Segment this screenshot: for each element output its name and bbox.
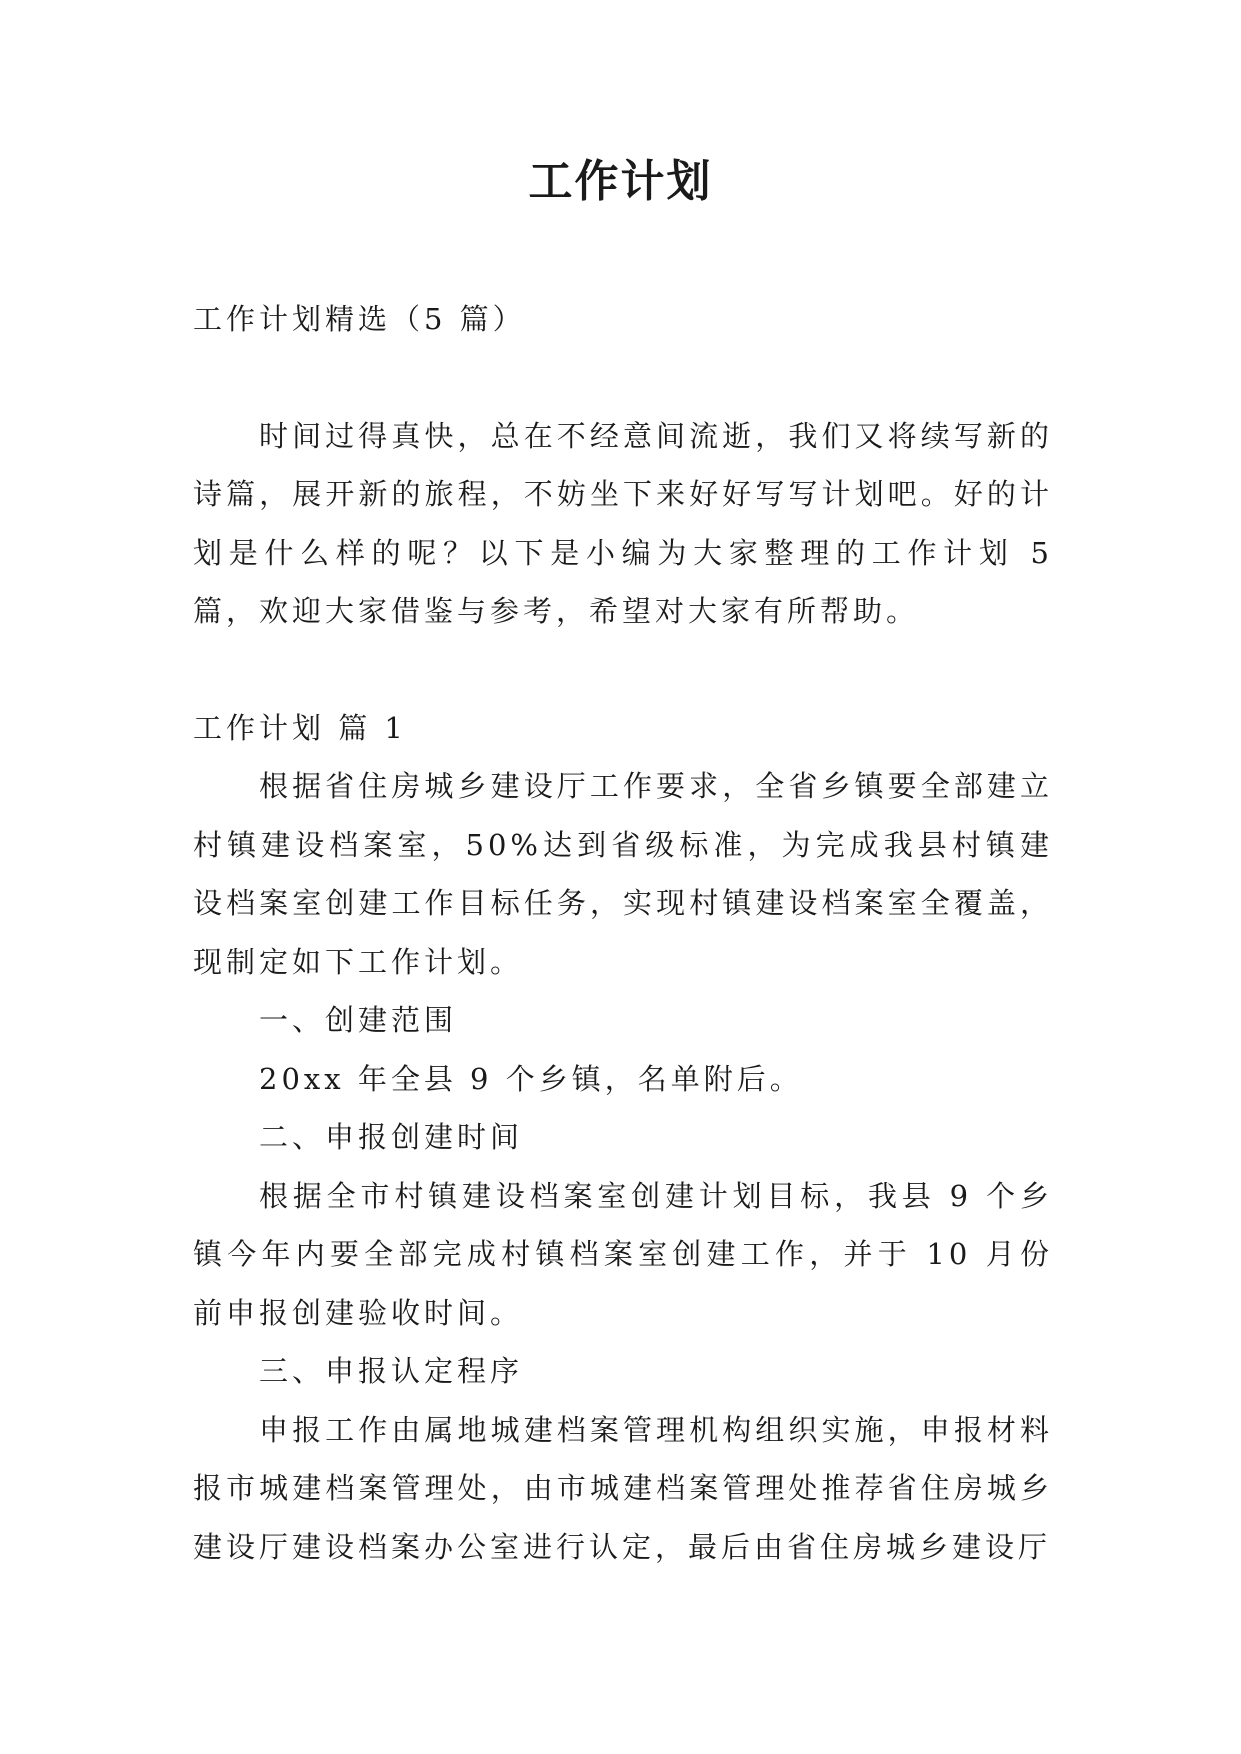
intro-paragraph: 时间过得真快，总在不经意间流逝，我们又将续写新的诗篇，展开新的旅程，不妨坐下来好好写写计划吧。好的计划是什么样的呢？以下是小编为大家整理的工作计划 5 篇，欢迎大家借鉴与参考，希望对大家有所帮助。 xyxy=(193,418,1053,628)
document-body xyxy=(193,290,1053,1576)
section-heading: 工作计划 篇 1 xyxy=(193,710,407,745)
item-heading-1: 一、创建范围 xyxy=(259,1003,458,1037)
spacer xyxy=(193,349,1053,407)
item-heading-2: 二、申报创建时间 xyxy=(259,1120,524,1154)
item-text-1: 20xx 年全县 9 个乡镇，名单附后。 xyxy=(259,1061,803,1096)
document-subtitle: 工作计划精选（5 篇） xyxy=(193,302,526,336)
spacer xyxy=(193,641,1053,699)
item-text-2: 根据全市村镇建设档案室创建计划目标，我县 9 个乡镇今年内要全部完成村镇档案室创建工作，并于 10 月份前申报创建验收时间。 xyxy=(193,1178,1053,1330)
document-title: 工作计划 xyxy=(528,156,713,207)
section-paragraph: 根据省住房城乡建设厅工作要求，全省乡镇要全部建立村镇建设档案室，50%达到省级标准，为完成我县村镇建设档案室创建工作目标任务，实现村镇建设档案室全覆盖，现制定如下工作计划。 xyxy=(193,769,1053,979)
item-text-3: 申报工作由属地城建档案管理机构组织实施，申报材料报市城建档案管理处，由市城建档案管理处推荐省住房城乡建设厅建设档案办公室进行认定，最后由省住房城乡建设厅 xyxy=(193,1412,1053,1564)
item-heading-3: 三、申报认定程序 xyxy=(259,1354,524,1388)
